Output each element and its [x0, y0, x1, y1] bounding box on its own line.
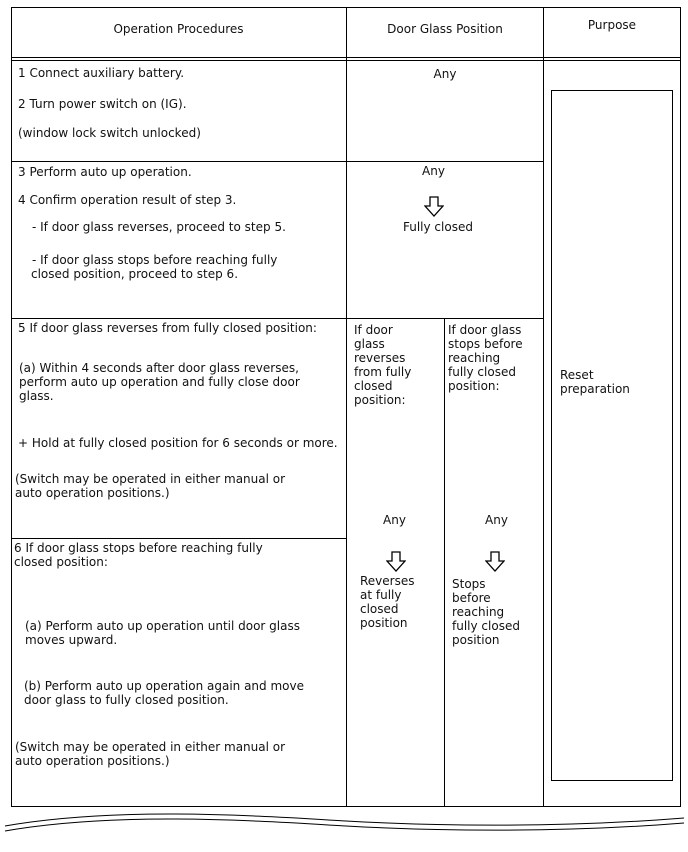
position-right-condition-line: fully closed	[448, 365, 516, 379]
step-6b-line1: (b) Perform auto up operation again and move	[24, 679, 304, 693]
step-2: 2 Turn power switch on (IG).	[18, 97, 187, 111]
step-6-note-line1: (Switch may be operated in either manual or	[15, 740, 286, 754]
position-any-1: Any	[433, 67, 457, 81]
step-5a-line2: perform auto up operation and fully close door	[19, 375, 300, 389]
position-right-result-line: position	[452, 633, 500, 647]
position-right-result-line: before	[452, 591, 491, 605]
position-left-condition-line: closed	[354, 379, 393, 393]
position-left-condition-line: reverses	[354, 351, 406, 365]
position-left-result-line: closed	[360, 602, 399, 616]
position-left-any: Any	[383, 513, 406, 527]
position-any-2: Any	[422, 164, 445, 178]
position-right-condition-line: stops before	[448, 337, 523, 351]
step-1: 1 Connect auxiliary battery.	[18, 66, 185, 80]
step-6-note-line2: auto operation positions.)	[15, 754, 170, 768]
step-3: 3 Perform auto up operation.	[18, 165, 192, 179]
step-5: 5 If door glass reverses from fully closed position:	[18, 321, 317, 335]
step-5a-line3: glass.	[19, 389, 54, 403]
step-6a-line2: moves upward.	[25, 633, 118, 647]
step-6b-line2: door glass to fully closed position.	[24, 693, 229, 707]
step-6-line2: closed position:	[14, 555, 108, 569]
position-right-condition-line: If door glass	[448, 323, 522, 337]
header-purpose: Purpose	[587, 18, 637, 32]
position-left-result-line: at fully	[360, 588, 402, 602]
step-5-note-line2: auto operation positions.)	[15, 486, 170, 500]
position-right-condition-line: position:	[448, 379, 500, 393]
step-5a-line1: (a) Within 4 seconds after door glass reverses,	[19, 361, 299, 375]
step-5-note-line1: (Switch may be operated in either manual or	[15, 472, 286, 486]
down-arrow-icon	[485, 551, 505, 573]
position-right-condition-line: reaching	[448, 351, 501, 365]
down-arrow-icon	[386, 551, 406, 573]
position-fully-closed: Fully closed	[403, 220, 473, 234]
position-right-result-line: reaching	[452, 605, 505, 619]
position-right-any: Any	[485, 513, 508, 527]
position-right-result-line: fully closed	[452, 619, 520, 633]
step-4: 4 Confirm operation result of step 3.	[18, 193, 237, 207]
position-left-result-line: Reverses	[360, 574, 415, 588]
step-6-line1: 6 If door glass stops before reaching fully	[14, 541, 263, 555]
step-2-note: (window lock switch unlocked)	[18, 126, 201, 140]
step-5-hold: + Hold at fully closed position for 6 seconds or more.	[18, 436, 338, 450]
step-4-bullet-reverses: - If door glass reverses, proceed to step 5.	[32, 220, 286, 234]
down-arrow-icon	[424, 196, 444, 218]
position-left-result-line: position	[360, 616, 408, 630]
step-4-bullet-stops-line1: - If door glass stops before reaching fully	[32, 253, 278, 267]
step-4-bullet-stops-line2: closed position, proceed to step 6.	[31, 267, 239, 281]
header-door-glass-position: Door Glass Position	[387, 22, 503, 36]
position-left-condition-line: If door	[354, 323, 393, 337]
header-operation-procedures: Operation Procedures	[113, 22, 244, 36]
position-right-result-line: Stops	[452, 577, 486, 591]
position-left-condition-line: position:	[354, 393, 406, 407]
step-6a-line1: (a) Perform auto up operation until door glass	[25, 619, 300, 633]
purpose-line2: preparation	[560, 382, 630, 396]
purpose-line1: Reset	[560, 368, 594, 382]
position-left-condition-line: from fully	[354, 365, 412, 379]
position-left-condition-line: glass	[354, 337, 385, 351]
